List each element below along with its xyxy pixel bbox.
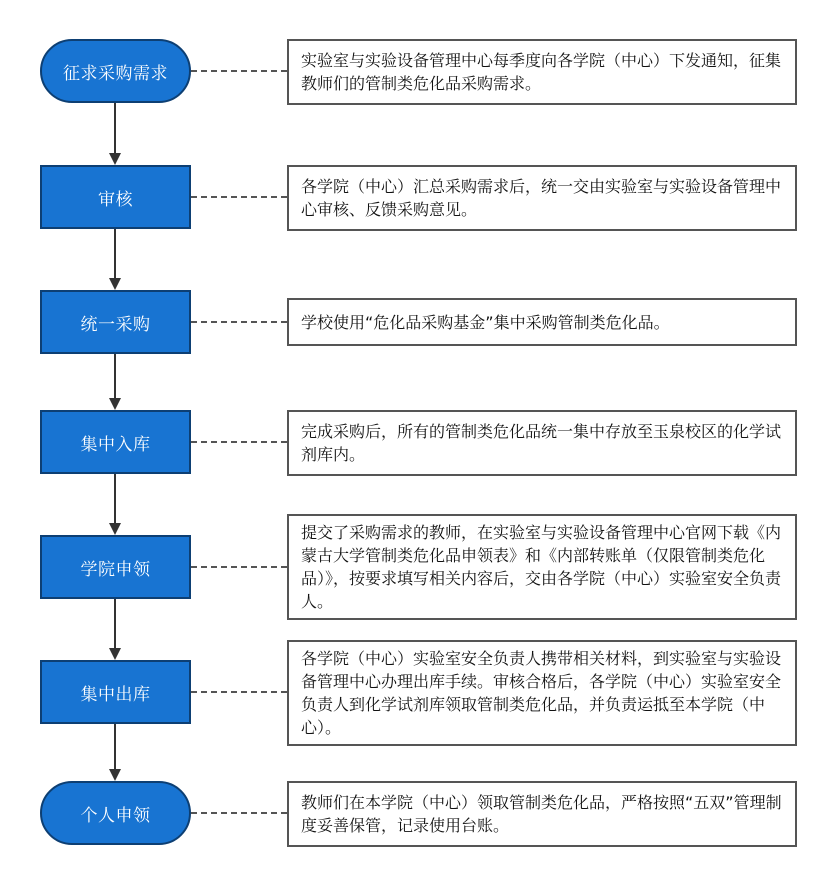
- desc-text: 完成采购后，所有的管制类危化品统一集中存放至玉泉校区的化学试剂库内。: [301, 422, 782, 464]
- desc-text: 各学院（中心）汇总采购需求后，统一交由实验室与实验设备管理中心审核、反馈采购意见。: [301, 177, 782, 219]
- step-central-release: [40, 660, 191, 724]
- step-unified-purchase: [40, 290, 191, 354]
- flow-connector: [114, 599, 116, 650]
- arrow-down-icon: [109, 523, 121, 535]
- desc-college-request: [287, 514, 797, 620]
- desc-personal-request: [287, 781, 797, 847]
- flow-connector: [114, 103, 116, 155]
- arrow-down-icon: [109, 278, 121, 290]
- arrow-down-icon: [109, 398, 121, 410]
- step-personal-request: [40, 781, 191, 845]
- flow-connector: [114, 354, 116, 400]
- dashed-connector: [191, 812, 287, 814]
- dashed-connector: [191, 441, 287, 443]
- desc-solicit-demand: [287, 39, 797, 105]
- step-label: 征求采购需求: [63, 63, 168, 84]
- desc-central-storage: [287, 410, 797, 476]
- step-label: 个人申领: [80, 805, 151, 826]
- arrow-down-icon: [109, 153, 121, 165]
- desc-review: [287, 165, 797, 231]
- dashed-connector: [191, 566, 287, 568]
- step-solicit-demand: [40, 39, 191, 103]
- dashed-connector: [191, 691, 287, 693]
- dashed-connector: [191, 70, 287, 72]
- step-college-request: [40, 535, 191, 599]
- desc-text: 各学院（中心）实验室安全负责人携带相关材料，到实验室与实验设备管理中心办理出库手续。审核合格后，各学院（中心）实验室安全负责人到化学试剂库领取管制类危化品，并负责运抵至本学院（中心）。: [301, 649, 782, 737]
- desc-text: 教师们在本学院（中心）领取管制类危化品，严格按照“五双”管理制度妥善保管，记录使用台账。: [301, 793, 782, 835]
- desc-text: 提交了采购需求的教师，在实验室与实验设备管理中心官网下载《内蒙古大学管制类危化品申领表》和《内部转账单（仅限管制类危化品）》，按要求填写相关内容后，交由各学院（中心）实验室安全负责人。: [301, 523, 782, 611]
- step-label: 集中出库: [80, 684, 151, 705]
- step-label: 学院申领: [80, 559, 151, 580]
- step-label: 集中入库: [80, 434, 151, 455]
- dashed-connector: [191, 196, 287, 198]
- flow-connector: [114, 474, 116, 525]
- desc-unified-purchase: [287, 298, 797, 346]
- desc-central-release: [287, 640, 797, 746]
- desc-text: 学校使用“危化品采购基金”集中采购管制类危化品。: [301, 312, 670, 332]
- dashed-connector: [191, 321, 287, 323]
- flow-connector: [114, 724, 116, 771]
- arrow-down-icon: [109, 648, 121, 660]
- step-central-storage: [40, 410, 191, 474]
- desc-text: 实验室与实验设备管理中心每季度向各学院（中心）下发通知，征集教师们的管制类危化品采购需求。: [301, 51, 782, 93]
- flow-connector: [114, 229, 116, 280]
- arrow-down-icon: [109, 769, 121, 781]
- step-label: 审核: [98, 189, 133, 210]
- step-review: [40, 165, 191, 229]
- step-label: 统一采购: [80, 314, 151, 335]
